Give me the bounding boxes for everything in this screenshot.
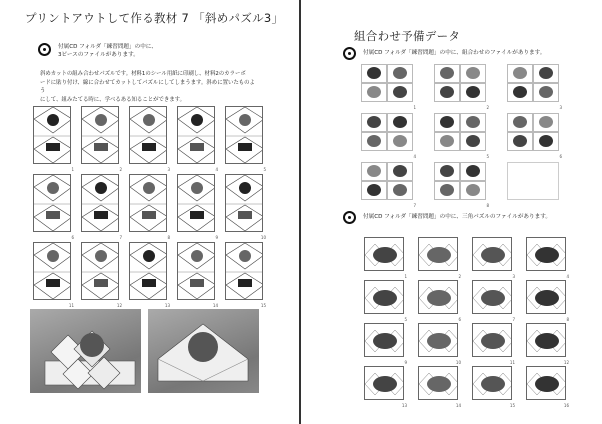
triangle-puzzle-frame: [364, 280, 404, 314]
puzzle-card-frame: [129, 106, 167, 164]
triangle-puzzle-card: [364, 280, 407, 322]
cd-note-line1: 付属CD フォルダ「練習問題」の中に、: [58, 44, 157, 50]
combination-number: 1: [413, 105, 416, 110]
puzzle-card: [225, 174, 266, 240]
puzzle-number: 1: [71, 167, 74, 172]
puzzle-card-frame: [129, 242, 167, 300]
puzzle-number: 9: [215, 235, 218, 240]
puzzle-card: [129, 242, 170, 308]
triangle-puzzle-card: [418, 280, 461, 322]
animal-icon: [361, 162, 413, 200]
combination-card: [507, 162, 559, 200]
triangle-puzzle-frame: [418, 323, 458, 357]
puzzle-card: [81, 106, 122, 172]
combination-number: 6: [559, 154, 562, 159]
triangle-puzzle-number: 4: [566, 274, 569, 279]
car-icon: [226, 175, 263, 232]
circle-icon: [34, 107, 71, 164]
vehicle-icon: [365, 238, 404, 271]
triangle-puzzle-frame: [418, 366, 458, 400]
triangle-puzzle-number: 11: [509, 360, 515, 365]
puzzle-card: [81, 242, 122, 308]
puzzle-card: [129, 174, 170, 240]
combination-frame: [507, 64, 559, 102]
combination-frame: [361, 113, 413, 151]
puzzle-number: 13: [164, 303, 170, 308]
combination-frame: [434, 162, 486, 200]
triangle-puzzle-number: 8: [566, 317, 569, 322]
combination-card: [361, 113, 416, 159]
airplane-icon: [82, 175, 119, 232]
puzzle-number: 3: [167, 167, 170, 172]
triangle-puzzle-frame: [364, 237, 404, 271]
vegetable-icon: [434, 113, 486, 151]
puzzle-card: [177, 242, 218, 308]
puzzle-card: [177, 174, 218, 240]
triangle-puzzle-card: [364, 237, 407, 279]
triangle-puzzle-number: 16: [563, 403, 569, 408]
strawberry-icon: [419, 324, 458, 357]
triangle-puzzle-frame: [472, 237, 512, 271]
puzzle-card-frame: [225, 106, 263, 164]
cd-icon: [343, 211, 356, 224]
triangle-puzzle-card: [472, 366, 515, 408]
fly-icon: [527, 238, 566, 271]
flower-icon: [527, 324, 566, 357]
paragraph-line: 斜めカットの組み合わせパズルです。材料1のシール用紙に印刷し、材料2のカラーボ: [40, 71, 246, 77]
instructions-paragraph: [40, 70, 255, 104]
bird-icon: [365, 324, 404, 357]
puzzle-number: 10: [260, 235, 266, 240]
left-page: [0, 0, 300, 424]
combination-grid: [361, 64, 562, 208]
triangle-puzzle-card: [418, 366, 461, 408]
puzzle-card: [33, 106, 74, 172]
photo-puzzle-pieces: [148, 309, 259, 393]
combination-card: [434, 113, 489, 159]
triangle-puzzle-card: [526, 237, 569, 279]
puzzle-card: [225, 106, 266, 172]
puzzle-card-frame: [33, 174, 71, 232]
banana-icon: [226, 243, 263, 300]
triangle-puzzle-card: [526, 280, 569, 322]
triangle-puzzle-grid: [364, 237, 569, 408]
triangle-puzzle-card: [472, 280, 515, 322]
puzzle-number: 7: [119, 235, 122, 240]
puzzle-card-frame: [177, 106, 215, 164]
paragraph-line: にして、組みたてる時に、学べるある知ることができます。: [40, 96, 186, 103]
puzzle-card-frame: [33, 242, 71, 300]
ant-icon: [473, 238, 512, 271]
triangle-puzzle-number: 1: [404, 274, 407, 279]
ship-icon: [527, 281, 566, 314]
puzzle-card: [225, 242, 266, 308]
triangle-puzzle-number: 10: [455, 360, 461, 365]
triangle-puzzle-frame: [472, 366, 512, 400]
fruit-icon: [419, 367, 458, 400]
triangle-puzzle-number: 6: [458, 317, 461, 322]
triangle-puzzle-number: 13: [401, 403, 407, 408]
rocket-icon: [34, 175, 71, 232]
triangle-puzzle-frame: [364, 323, 404, 357]
burger-icon: [178, 107, 215, 164]
airplane-icon: [365, 281, 404, 314]
combination-frame: [507, 113, 559, 151]
triangle-puzzle-number: 5: [404, 317, 407, 322]
combination-card: [507, 113, 562, 159]
combination-number: 4: [413, 154, 416, 159]
puzzle-card: [177, 106, 218, 172]
triangle-puzzle-card: [364, 323, 407, 365]
right-page: [302, 0, 602, 424]
puzzle-number: 5: [263, 167, 266, 172]
triangle-puzzle-card: [472, 323, 515, 365]
triangle-puzzle-number: 14: [455, 403, 461, 408]
flower-icon: [365, 367, 404, 400]
combination-number: 7: [413, 203, 416, 208]
cd-icon: [343, 47, 356, 60]
right-page-title: 組合わせ予備データ: [354, 29, 461, 43]
puzzle-number: 14: [212, 303, 218, 308]
combination-number: 8: [486, 203, 489, 208]
photo-assembled-puzzle: [30, 309, 141, 393]
puzzle-card-frame: [177, 242, 215, 300]
triangle-puzzle-card: [472, 237, 515, 279]
puzzle-card: [33, 242, 74, 308]
combination-frame: [507, 162, 559, 200]
cd-icon: [38, 43, 51, 56]
combination-card: [507, 64, 562, 110]
puzzle-card: [33, 174, 74, 240]
triangle-puzzle-card: [526, 323, 569, 365]
combination-frame: [361, 162, 413, 200]
triangle-puzzle-number: 7: [512, 317, 515, 322]
puzzle-number: 6: [71, 235, 74, 240]
cd-note-triangle: [343, 211, 551, 224]
cherry-icon: [473, 324, 512, 357]
train-icon: [473, 281, 512, 314]
triangle-puzzle-card: [418, 323, 461, 365]
insect-icon: [527, 367, 566, 400]
triangle-puzzle-frame: [418, 237, 458, 271]
bus-icon: [419, 238, 458, 271]
triangle-puzzle-frame: [526, 323, 566, 357]
puzzle-card-frame: [81, 174, 119, 232]
puzzle-card-frame: [177, 174, 215, 232]
left-page-title: プリントアウトして作る教材 7 「斜めパズル3」: [25, 11, 284, 25]
cd-note-combo-text: 付属CD フォルダ「練習問題」の中に、組合わせのファイルがあります。: [363, 50, 546, 56]
combination-frame: [434, 113, 486, 151]
puzzle-number: 11: [68, 303, 74, 308]
triangle-puzzle-number: 12: [563, 360, 569, 365]
combination-card: [361, 162, 416, 208]
puzzle-number: 15: [260, 303, 266, 308]
animal-icon: [434, 162, 486, 200]
grape-icon: [434, 64, 486, 102]
balloon-icon: [130, 175, 167, 232]
combination-card: [434, 162, 489, 208]
puzzle-card-frame: [81, 242, 119, 300]
cake-icon: [34, 243, 71, 300]
cd-note: [38, 43, 157, 59]
combination-frame: [361, 64, 413, 102]
triangle-puzzle-number: 3: [512, 274, 515, 279]
puzzle-grid: [33, 106, 266, 308]
puzzle-card: [129, 106, 170, 172]
combination-number: 3: [559, 105, 562, 110]
triangle-puzzle-frame: [472, 323, 512, 357]
combination-frame: [434, 64, 486, 102]
triangle-puzzle-frame: [418, 280, 458, 314]
triangle-puzzle-number: 2: [458, 274, 461, 279]
triangle-puzzle-number: 9: [404, 360, 407, 365]
puzzle-number: 8: [167, 235, 170, 240]
paragraph-line: ードに貼り付け、線に合わせてカットしてパズルにしてしまうます。斜めに置いたものよう: [40, 79, 255, 94]
vegetable-icon: [361, 113, 413, 151]
fruit-icon: [507, 64, 559, 102]
cd-note-line2: 3ピースのファイルがあります。: [58, 52, 139, 58]
insect-icon: [507, 113, 559, 151]
pencil-icon: [226, 107, 263, 164]
triangle-puzzle-card: [526, 366, 569, 408]
puzzle-card-frame: [129, 174, 167, 232]
triangle-puzzle-frame: [526, 280, 566, 314]
triangle-icon: [130, 107, 167, 164]
puzzle-card-frame: [225, 242, 263, 300]
puzzle-number: 12: [116, 303, 122, 308]
cd-note-combo: [343, 47, 545, 60]
triangle-puzzle-card: [418, 237, 461, 279]
puzzle-number: 2: [119, 167, 122, 172]
combination-number: 5: [486, 154, 489, 159]
bus-icon: [178, 175, 215, 232]
combination-card: [434, 64, 489, 110]
triangle-puzzle-frame: [526, 366, 566, 400]
puzzle-number: 4: [215, 167, 218, 172]
puzzle-card: [81, 174, 122, 240]
orange-icon: [130, 243, 167, 300]
triangle-puzzle-frame: [364, 366, 404, 400]
apple-icon: [178, 243, 215, 300]
combination-number: 2: [486, 105, 489, 110]
triangle-puzzle-card: [364, 366, 407, 408]
lemon-icon: [82, 243, 119, 300]
fruit-icon: [473, 367, 512, 400]
triangle-icon: [82, 107, 119, 164]
puzzle-card-frame: [33, 106, 71, 164]
triangle-puzzle-frame: [526, 237, 566, 271]
puzzle-card-frame: [81, 106, 119, 164]
combination-card: [361, 64, 416, 110]
fruit-vehicle-icon: [361, 64, 413, 102]
puzzle-card-frame: [225, 174, 263, 232]
cd-note-triangle-text: 付属CD フォルダ「練習問題」の中に、三角パズルのファイルがあります。: [363, 214, 551, 220]
triangle-puzzle-number: 15: [509, 403, 515, 408]
triangle-puzzle-frame: [472, 280, 512, 314]
car-icon: [419, 281, 458, 314]
